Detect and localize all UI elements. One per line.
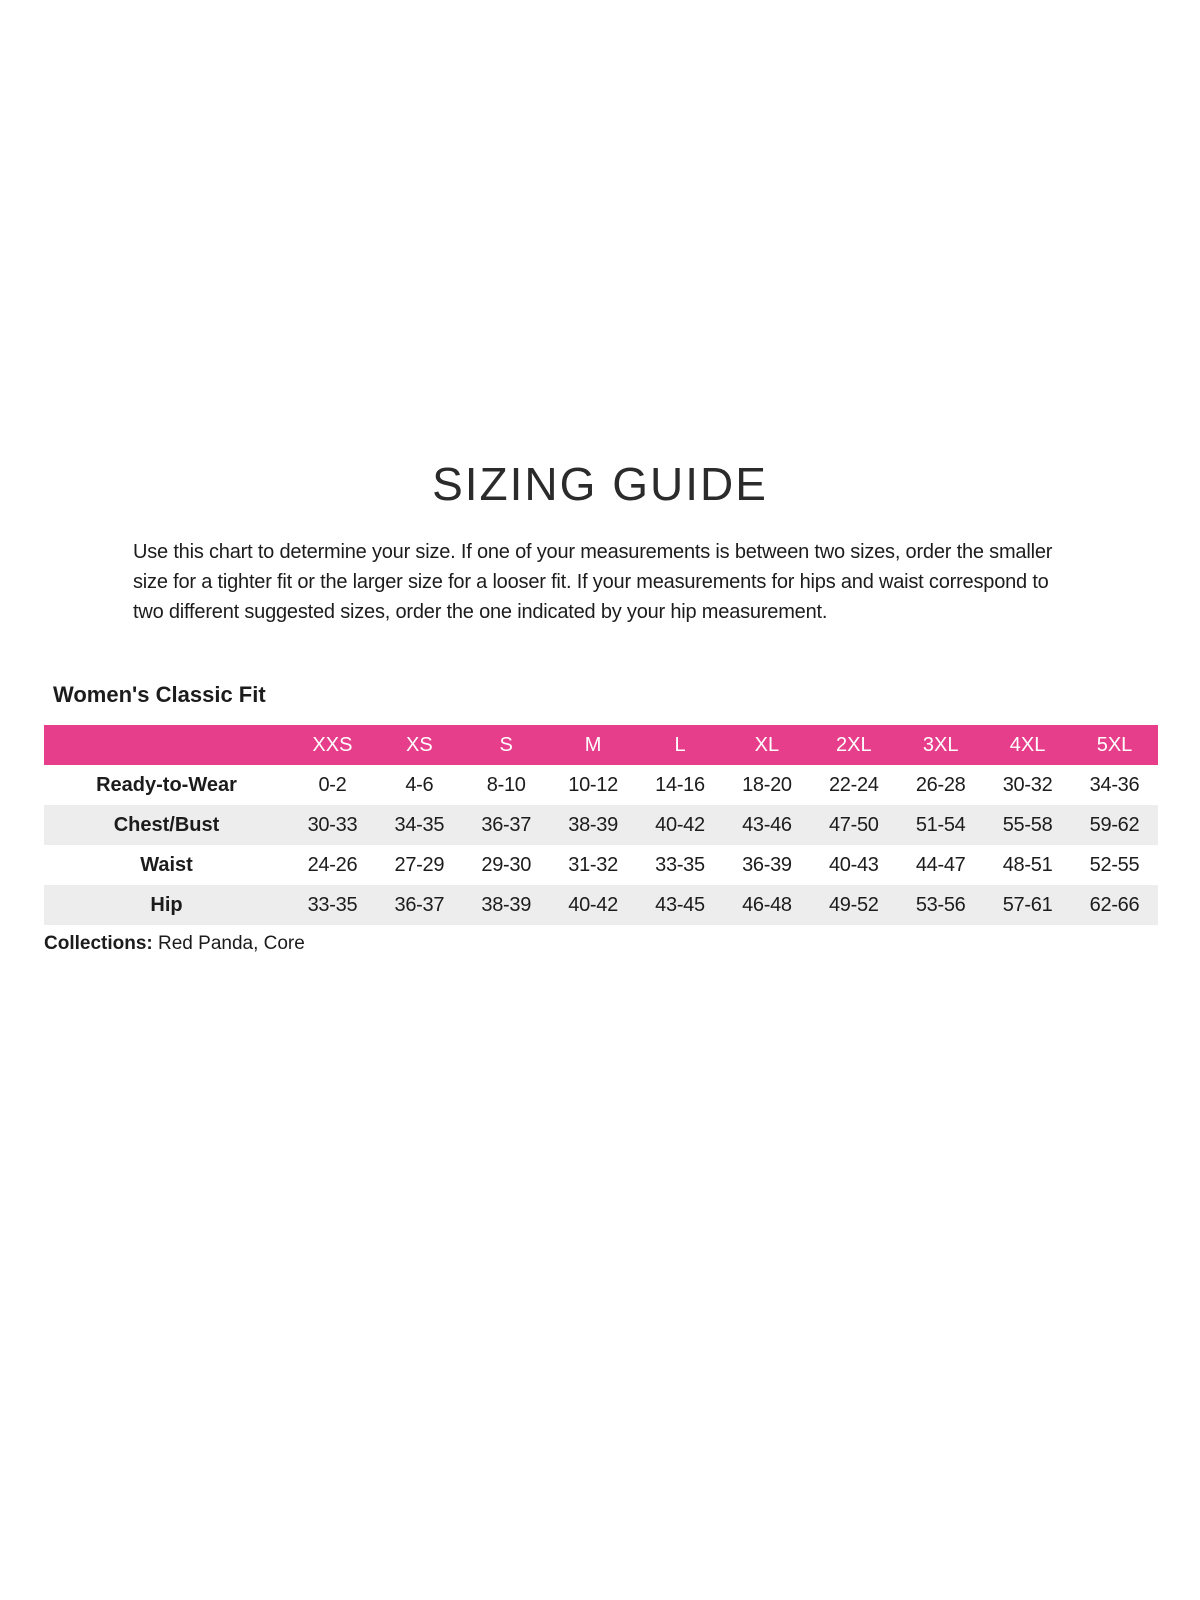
size-cell: 34-36 bbox=[1089, 773, 1140, 796]
size-cell: 4-6 bbox=[405, 773, 434, 796]
size-cell: 55-58 bbox=[1002, 813, 1053, 836]
size-cell: 62-66 bbox=[1089, 893, 1140, 916]
size-cell: 34-35 bbox=[394, 813, 445, 836]
size-cell: 30-33 bbox=[307, 813, 358, 836]
size-header-cell: XXS bbox=[289, 725, 376, 765]
table-row bbox=[44, 845, 1158, 885]
table-row bbox=[44, 805, 1158, 845]
size-header-cell: 2XL bbox=[810, 725, 897, 765]
size-cell: 40-42 bbox=[568, 893, 618, 916]
size-cell: 27-29 bbox=[394, 853, 445, 876]
size-cell: 38-39 bbox=[481, 893, 532, 916]
collections-label: Collections: bbox=[44, 933, 153, 955]
size-cell: 52-55 bbox=[1089, 853, 1140, 876]
page-title: SIZING GUIDE bbox=[432, 458, 768, 510]
size-cell: 38-39 bbox=[568, 813, 618, 836]
row-label: Chest/Bust bbox=[113, 813, 220, 836]
size-cell: 33-35 bbox=[307, 893, 358, 916]
size-cell: 33-35 bbox=[655, 853, 705, 876]
size-cell: 43-46 bbox=[742, 813, 792, 836]
size-cell: 0-2 bbox=[318, 773, 347, 796]
size-cell: 29-30 bbox=[481, 853, 532, 876]
size-cell: 59-62 bbox=[1089, 813, 1140, 836]
size-header-cell: 4XL bbox=[984, 725, 1071, 765]
row-label: Waist bbox=[140, 853, 193, 876]
size-cell: 47-50 bbox=[828, 813, 879, 836]
size-cell: 44-47 bbox=[915, 853, 966, 876]
size-cell: 46-48 bbox=[742, 893, 792, 916]
section-heading-womens-classic-fit: Women's Classic Fit bbox=[53, 681, 266, 707]
size-header-cell: S bbox=[463, 725, 550, 765]
collections-note bbox=[44, 933, 1200, 955]
size-header-cell: 3XL bbox=[897, 725, 984, 765]
size-cell: 22-24 bbox=[828, 773, 879, 796]
size-cell: 36-37 bbox=[394, 893, 445, 916]
row-label: Ready-to-Wear bbox=[96, 773, 237, 796]
size-cell: 26-28 bbox=[915, 773, 966, 796]
size-cell: 43-45 bbox=[655, 893, 705, 916]
size-header-cell: L bbox=[637, 725, 724, 765]
size-cell: 49-52 bbox=[828, 893, 879, 916]
size-chart-table bbox=[44, 725, 1158, 925]
collections-value: Red Panda, Core bbox=[152, 933, 305, 955]
size-header-cell: M bbox=[550, 725, 637, 765]
size-cell: 31-32 bbox=[568, 853, 618, 876]
size-cell: 36-39 bbox=[742, 853, 792, 876]
size-cell: 36-37 bbox=[481, 813, 532, 836]
size-header-cell: XS bbox=[376, 725, 463, 765]
size-header-cell: XL bbox=[723, 725, 810, 765]
size-header-spacer bbox=[44, 725, 289, 765]
size-cell: 40-43 bbox=[828, 853, 879, 876]
size-cell: 53-56 bbox=[915, 893, 966, 916]
size-cell: 10-12 bbox=[568, 773, 618, 796]
row-label: Hip bbox=[150, 893, 183, 916]
size-cell: 48-51 bbox=[1002, 853, 1053, 876]
table-row bbox=[44, 765, 1158, 805]
table-row bbox=[44, 885, 1158, 925]
size-cell: 18-20 bbox=[742, 773, 792, 796]
size-cell: 8-10 bbox=[486, 773, 526, 796]
size-cell: 51-54 bbox=[915, 813, 966, 836]
intro-paragraph: Use this chart to determine your size. If one of your measurements is between two sizes, order the smaller size for a tighter fit or the larger size for a looser fit. If your measurements for hips and waist correspond to two different suggested sizes, order the one indicated by your hip measurement. bbox=[133, 540, 1053, 623]
size-cell: 57-61 bbox=[1002, 893, 1053, 916]
size-cell: 30-32 bbox=[1002, 773, 1053, 796]
size-header-cell: 5XL bbox=[1071, 725, 1158, 765]
size-cell: 14-16 bbox=[655, 773, 705, 796]
size-header-row bbox=[44, 725, 1158, 765]
size-cell: 24-26 bbox=[307, 853, 358, 876]
size-cell: 40-42 bbox=[655, 813, 705, 836]
